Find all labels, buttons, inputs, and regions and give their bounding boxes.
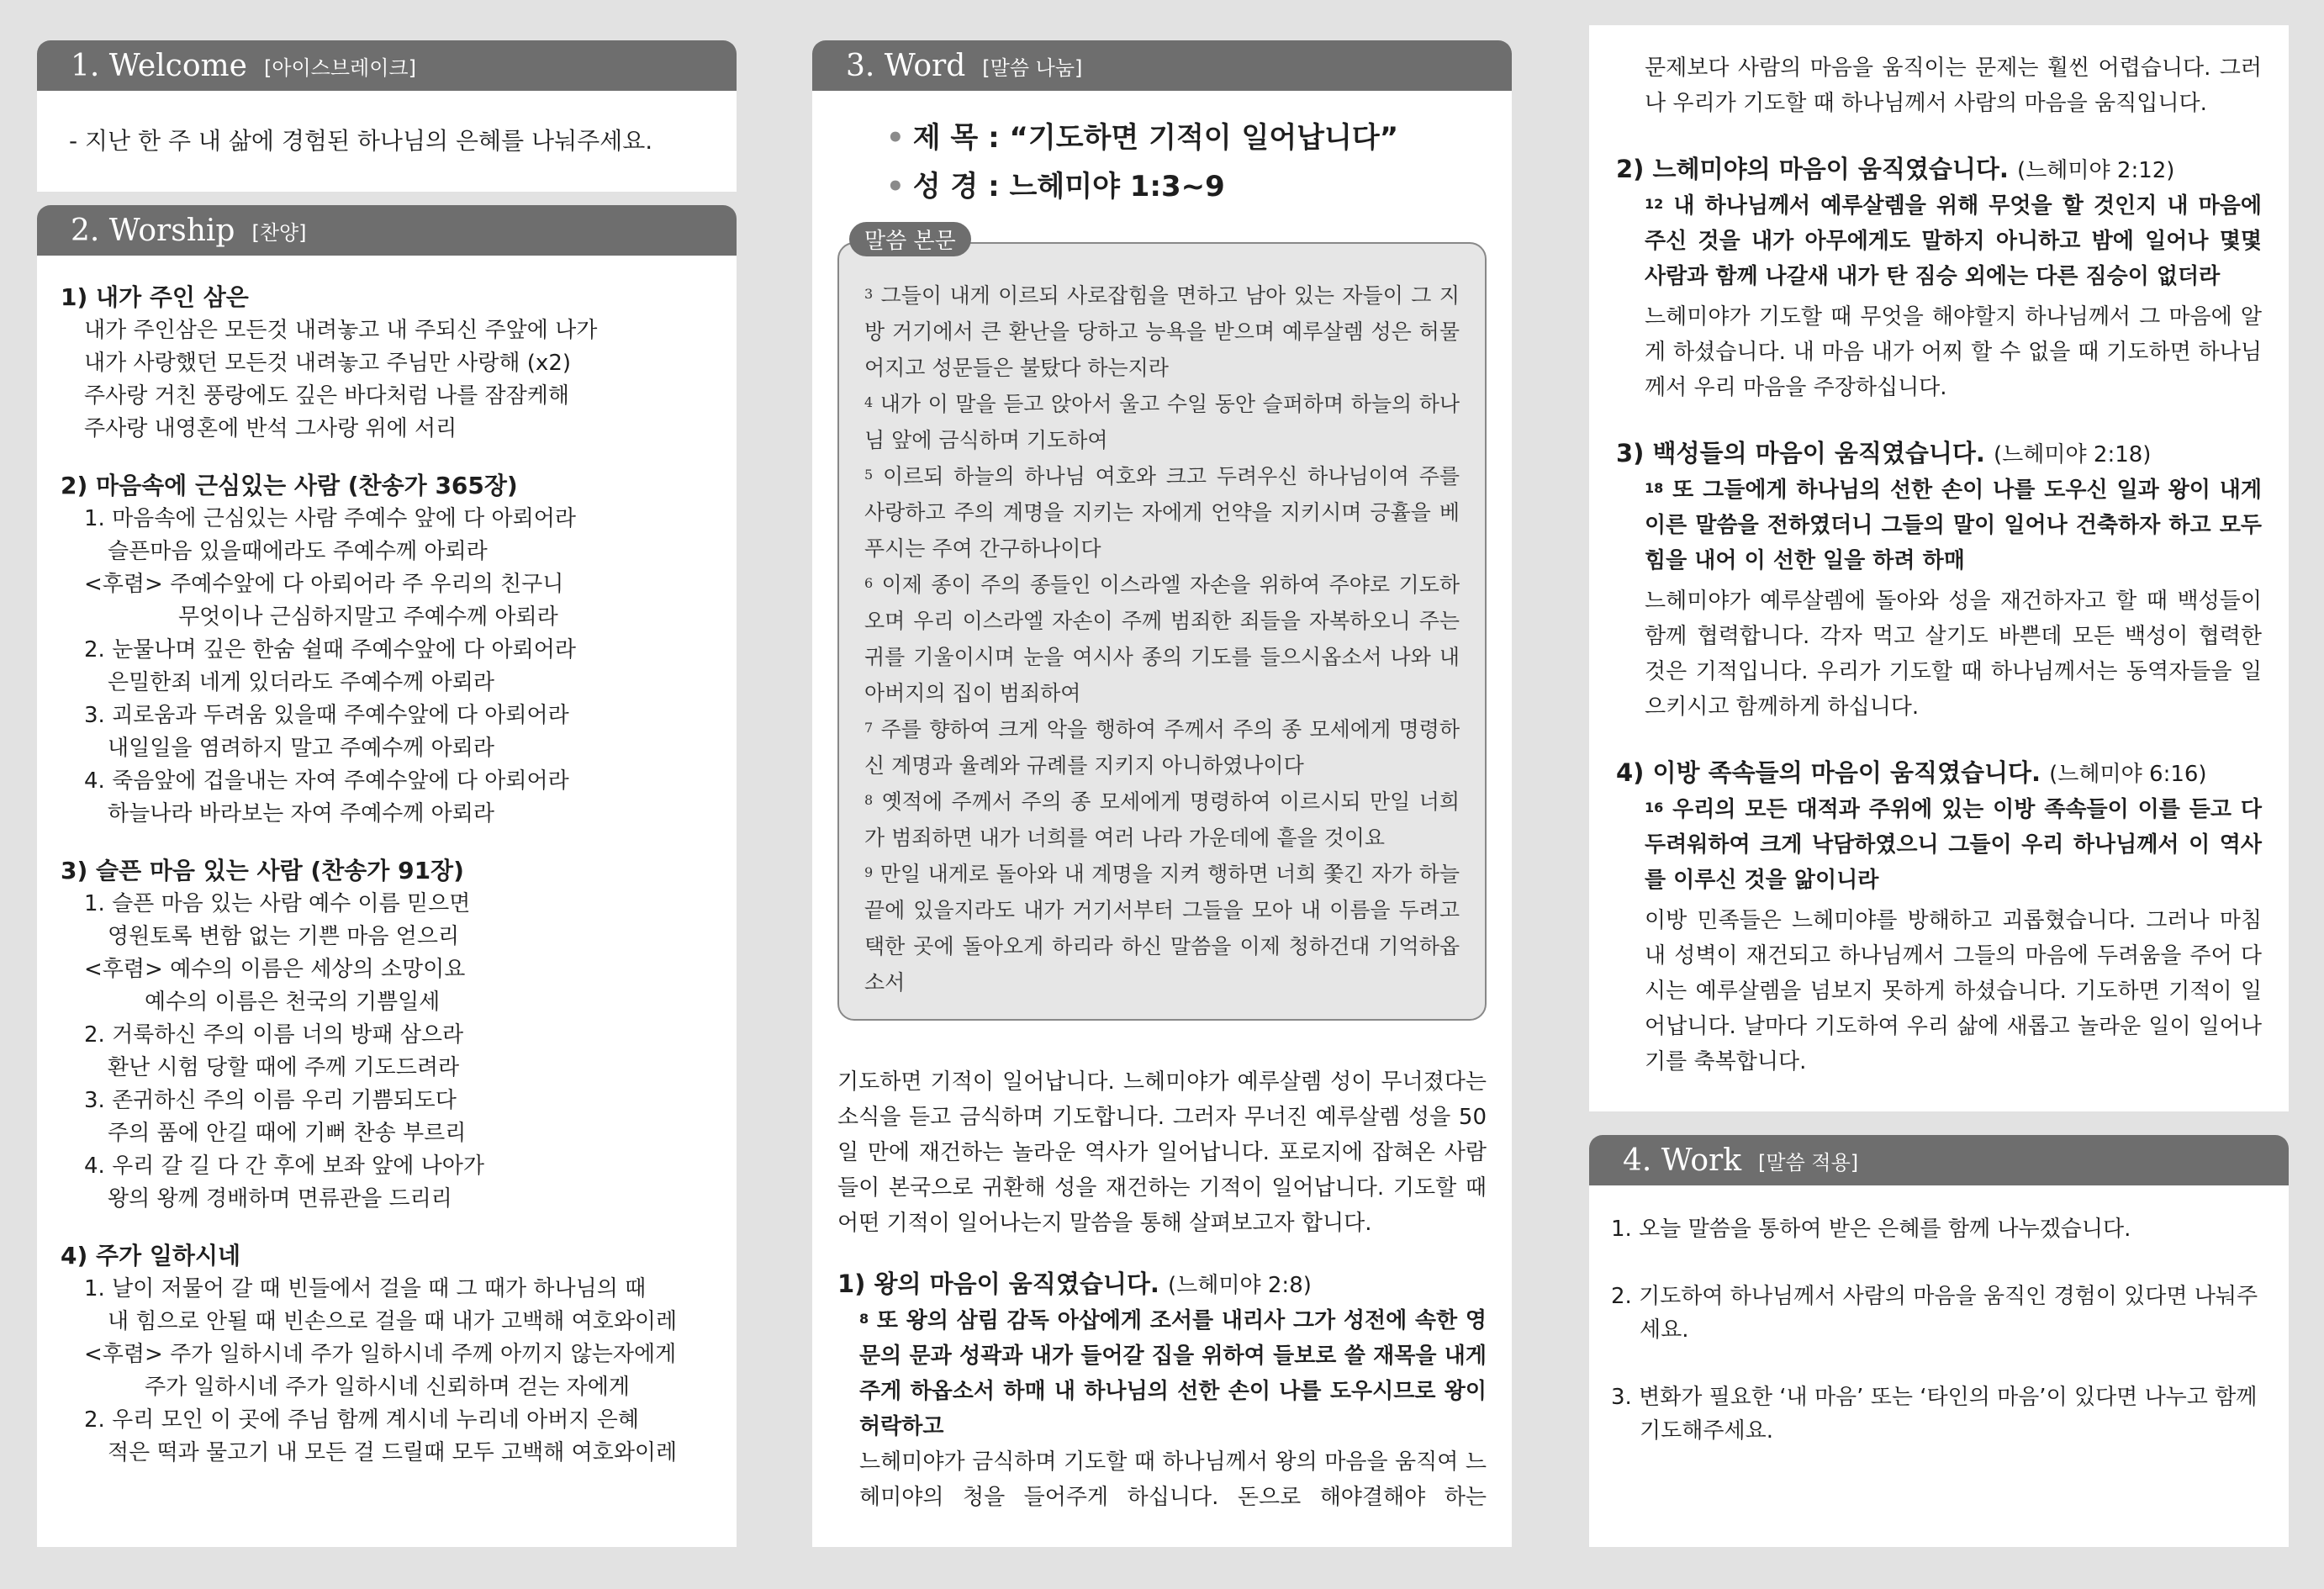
verse-text: 그들이 내게 이르되 사로잡힘을 면하고 남아 있는 자들이 그 지방 거기에서 큰 환난을 당하고 능욕을 받으며 예루살렘 성은 허물어지고 성문들은 불탔다 하는지라 (864, 283, 1460, 380)
song-list (61, 281, 728, 1493)
verse-number: 18 (1645, 480, 1664, 496)
lyric-line: 2. 우리 모인 이 곳에 주님 함께 계시네 누리네 아버지 은혜 (84, 1407, 640, 1433)
verse-number: 7 (864, 720, 874, 736)
lyric-line: 4. 우리 갈 길 다 간 후에 보좌 앞에 나아가 (84, 1153, 484, 1179)
lyric-line: 주사랑 거친 풍랑에도 깊은 바다처럼 나를 잠잠케해 (84, 383, 570, 409)
song-block (61, 1239, 728, 1470)
word-subtitle: [말씀 나눔] (982, 55, 1083, 80)
intro-paragraph: 기도하면 기적이 일어납니다. 느헤미야가 예루살렘 성이 무너졌다는 소식을 듣고 금식하며 기도합니다. 그러자 무너진 예루살렘 성을 50일 만에 재건하는 놀라운 역사가 일어납니다. 포로지에 잡혀온 사람들이 본국으로 귀환해 성을 재건하는 기적이 일어납니다. 기도할 때 어떤 기적이 일어나는지 말씀을 통해 살펴보고자 합니다. (837, 1069, 1487, 1236)
lyric-line: 환난 시험 당할 때에 주께 기도드려라 (108, 1055, 460, 1080)
word-panel (812, 40, 1512, 1547)
verse-text: 만일 내게로 돌아와 내 계명을 지켜 행하면 너희 쫓긴 자가 하늘 끝에 있을지라도 내가 거기서부터 그들을 모아 내 이름을 두려고 택한 곳에 돌아오게 하리라 하신 말씀을 이제 청하건대 기억하옵소서 (864, 862, 1460, 995)
point-text: 이방 민족들은 느헤미야를 방해하고 괴롭혔습니다. 그러나 마침내 성벽이 재건되고 하나님께서 그들의 마음에 두려움을 주어 다시는 예루살렘을 넘보지 못하게 하셨습니다. 기도하면 기적이 일어납니다. 날마다 기도하여 우리 삶에 새롭고 놀라운 일이 일어나기를 축복합니다. (1645, 908, 2262, 1074)
scripture-verse (864, 277, 1460, 386)
sermon-point (1616, 151, 2262, 405)
point-text: 느헤미야가 기도할 때 무엇을 해야할지 하나님께서 그 마음에 알게 하셨습니다. 내 마음 내가 어찌 할 수 없을 때 기도하면 하나님께서 우리 마음을 주장하십니다. (1645, 304, 2262, 400)
verse-number: 6 (864, 575, 874, 591)
lyric-line: 내가 사랑했던 모든것 내려놓고 주님만 사랑해 (x2) (84, 351, 572, 376)
lyric-line: 슬픈마음 있을때에라도 주예수께 아뢰라 (108, 539, 488, 564)
lyric-line: 1. 마음속에 근심있는 사람 주예수 앞에 다 아뢰어라 (84, 506, 576, 531)
lyric-line: 적은 떡과 물고기 내 모든 걸 드릴때 모두 고백해 여호와이레 (108, 1440, 678, 1465)
song-block (61, 854, 728, 1216)
welcome-title: 1. Welcome (71, 48, 247, 83)
song-title: 3) 슬픈 마음 있는 사람 (찬송가 91장) (61, 857, 464, 884)
verse-text: 옛적에 주께서 주의 종 모세에게 명령하여 이르시되 만일 너희가 범죄하면 내가 너희를 여러 나라 가운데에 흩을 것이요 (864, 789, 1460, 850)
scripture-pill-label: 말씀 본문 (849, 222, 971, 256)
continued-paragraph: 문제보다 사람의 마음을 움직이는 문제는 훨씬 어렵습니다. 그러나 우리가 기도할 때 하나님께서 사람의 마음을 움직입니다. (1645, 55, 2262, 116)
work-header (1589, 1135, 2289, 1185)
welcome-subtitle: [아이스브레이크] (263, 55, 416, 80)
verse-text: 이제 종이 주의 종들인 이스라엘 자손을 위하여 주야로 기도하오며 우리 이스라엘 자손이 주께 범죄한 죄들을 자복하오니 주는 귀를 기울이시며 눈을 여시사 종의 기도를 들으시옵소서 나와 내 아버지의 집이 범죄하여 (864, 573, 1460, 705)
scripture-verse (864, 458, 1460, 567)
lyric-line: 영원토록 변함 없는 기쁜 마음 얻으리 (108, 924, 460, 949)
song-block (61, 469, 728, 831)
scripture-verse (864, 784, 1460, 856)
song-title: 2) 마음속에 근심있는 사람 (찬송가 365장) (61, 472, 518, 499)
scripture-label: 성 경 : (912, 170, 1000, 203)
work-list (1611, 1212, 2267, 1481)
work-question: 1. 오늘 말씀을 통하여 받은 은혜를 함께 나누겠습니다. (1611, 1217, 2131, 1242)
verse-number: 5 (864, 467, 874, 483)
word-title: 3. Word (846, 48, 966, 83)
word-continued-panel (1589, 25, 2289, 1111)
point-1-title: 1) 왕의 마음이 움직였습니다. (느헤미야 2:8) (837, 1270, 1312, 1298)
worship-title: 2. Worship (71, 213, 235, 248)
scripture-verse (864, 856, 1460, 1000)
lyric-line: <후렴> 주가 일하시네 주가 일하시네 주께 아끼지 않는자에게 (84, 1342, 677, 1367)
work-question: 2. 기도하여 하나님께서 사람의 마음을 움직인 경험이 있다면 나눠주세요. (1611, 1284, 2258, 1343)
lyric-line: 3. 존귀하신 주의 이름 우리 기쁨되도다 (84, 1088, 457, 1113)
lyric-line: <후렴> 주예수앞에 다 아뢰어라 주 우리의 친구니 (84, 572, 564, 597)
point-text: 느헤미야가 예루살렘에 돌아와 성을 재건하자고 할 때 백성들이 함께 협력합니다. 각자 먹고 살기도 바쁜데 모든 백성이 협력한 것은 기적입니다. 우리가 기도할 때 하나님께서는 동역자들을 일으키시고 함께하게 하십니다. (1645, 589, 2262, 720)
song-title: 1) 내가 주인 삼은 (61, 283, 249, 311)
song-block (61, 281, 728, 446)
point-title: 2) 느헤미야의 마음이 움직였습니다. (느헤미야 2:12) (1616, 155, 2175, 183)
point-list (1616, 151, 2262, 1080)
welcome-panel (37, 40, 737, 192)
point-ref: (느헤미야 2:12) (2017, 158, 2175, 183)
verse-number: 16 (1645, 800, 1664, 816)
bullet-icon: • (886, 121, 905, 155)
scripture-verse (864, 386, 1460, 458)
verse-number: 9 (864, 864, 874, 880)
lyric-line: 1. 슬픈 마음 있는 사람 예수 이름 믿으면 (84, 891, 471, 916)
verse-number: 12 (1645, 196, 1664, 212)
scripture-box (837, 242, 1487, 1021)
scripture-reference: 느헤미야 1:3~9 (1009, 170, 1225, 203)
point-1-text: 느헤미야가 금식하며 기도할 때 하나님께서 왕의 마음을 움직여 느헤미야의 청을 들어주게 하십니다. 돈으로 해야결해야 하는 (859, 1449, 1487, 1510)
point-title: 4) 이방 족속들의 마음이 움직였습니다. (느헤미야 6:16) (1616, 758, 2207, 787)
lyric-line: 주사랑 내영혼에 반석 그사랑 위에 서리 (84, 416, 457, 441)
work-question: 3. 변화가 필요한 ‘내 마음’ 또는 ‘타인의 마음’이 있다면 나누고 함께 기도해주세요. (1611, 1385, 2258, 1444)
scripture-line (886, 163, 1225, 204)
lyric-line: 내가 주인삼은 모든것 내려놓고 내 주되신 주앞에 나가 (84, 318, 598, 343)
lyric-line: 주의 품에 안길 때에 기뻐 찬송 부르리 (108, 1121, 467, 1146)
point-ref: (느헤미야 2:18) (1994, 442, 2152, 467)
point-ref: (느헤미야 6:16) (2049, 762, 2207, 787)
work-panel (1589, 1135, 2289, 1547)
lyric-line: 무엇이나 근심하지말고 주예수께 아뢰라 (178, 604, 558, 630)
scripture-verse (864, 567, 1460, 711)
sermon-body (837, 1064, 1487, 1515)
verse-number: 8 (864, 792, 874, 808)
lyric-line: 예수의 이름은 천국의 기쁨일세 (145, 990, 441, 1015)
verse-number: 3 (864, 286, 874, 302)
verse-text: 주를 향하여 크게 악을 행하여 주께서 주의 종 모세에게 명령하신 계명과 율례와 규례를 지키지 아니하였나이다 (864, 717, 1460, 778)
topic-line (886, 114, 1398, 156)
sermon-point (1616, 436, 2262, 725)
lyric-line: 왕의 왕께 경배하며 면류관을 드리리 (108, 1186, 452, 1212)
song-title: 4) 주가 일하시네 (61, 1242, 241, 1270)
point-1-verse: $^8$ 또 왕의 삼림 감독 아삽에게 조서를 내리사 그가 성전에 속한 영문의 문과 성곽과 내가 들어갈 집을 위하여 들보로 쓸 재목을 내게 주게 하옵소서 하매 내 하나님의 선한 손이 나를 도우시므로 왕이 허락하고 (859, 1308, 1487, 1439)
point-verse: $^{18}$ 또 그들에게 하나님의 선한 손이 나를 도우신 일과 왕이 내게 이른 말씀을 전하였더니 그들의 말이 일어나 건축하자 하고 모두 힘을 내어 이 선한 일을 하려 하매 (1645, 478, 2262, 573)
lyric-line: 1. 날이 저물어 갈 때 빈들에서 걸을 때 그 때가 하나님의 때 (84, 1276, 647, 1301)
lyric-line: 주가 일하시네 주가 일하시네 신뢰하며 걷는 자에게 (145, 1375, 631, 1400)
lyric-line: <후렴> 예수의 이름은 세상의 소망이요 (84, 957, 466, 982)
topic-label: 제 목 : (912, 121, 1000, 155)
bullet-icon: • (886, 170, 905, 203)
worship-subtitle: [찬양] (251, 220, 307, 245)
welcome-header (37, 40, 737, 91)
work-title: 4. Work (1623, 1143, 1742, 1178)
point-title: 3) 백성들의 마음이 움직였습니다. (느헤미야 2:18) (1616, 439, 2152, 467)
lyric-line: 하늘나라 바라보는 자여 주예수께 아뢰라 (108, 801, 495, 826)
lyric-line: 내 힘으로 안될 때 빈손으로 걸을 때 내가 고백해 여호와이레 (108, 1309, 678, 1334)
verse-text: 내가 이 말을 듣고 앉아서 울고 수일 동안 슬퍼하며 하늘의 하나님 앞에 금식하며 기도하여 (864, 392, 1460, 452)
point-1-ref: (느헤미야 2:8) (1168, 1273, 1312, 1298)
point-verse: $^{12}$ 내 하나님께서 예루살렘을 위해 무엇을 할 것인지 내 마음에 주신 것을 내가 아무에게도 말하지 아니하고 밤에 일어나 몇몇 사람과 함께 나갈새 내가 탄 짐승 외에는 다른 짐승이 없더라 (1645, 193, 2262, 289)
sermon-topic: “기도하면 기적이 일어납니다” (1009, 121, 1399, 155)
worship-panel (37, 205, 737, 1547)
lyric-line: 은밀한죄 네게 있더라도 주예수께 아뢰라 (108, 670, 495, 695)
scripture-verse (864, 711, 1460, 784)
verse-list (864, 277, 1460, 1000)
verse-text: 이르되 하늘의 하나님 여호와 크고 두려우신 하나님이여 주를 사랑하고 주의 계명을 지키는 자에게 언약을 지키시며 긍휼을 베푸시는 주여 간구하나이다 (864, 464, 1460, 561)
sermon-point (1616, 755, 2262, 1080)
work-subtitle: [말씀 적용] (1758, 1150, 1859, 1175)
worship-header (37, 205, 737, 256)
lyric-line: 내일일을 염려하지 말고 주예수께 아뢰라 (108, 736, 495, 761)
word-header (812, 40, 1512, 91)
welcome-text: - 지난 한 주 내 삶에 경험된 하나님의 은혜를 나눠주세요. (69, 127, 653, 155)
point-verse: $^{16}$ 우리의 모든 대적과 주위에 있는 이방 족속들이 이를 듣고 다 두려워하여 크게 낙담하였으니 그들이 우리 하나님께서 이 역사를 이루신 것을 앎이니라 (1645, 797, 2262, 893)
lyric-line: 4. 죽음앞에 겁을내는 자여 주예수앞에 다 아뢰어라 (84, 768, 569, 794)
lyric-line: 3. 괴로움과 두려움 있을때 주예수앞에 다 아뢰어라 (84, 703, 569, 728)
verse-number: 4 (864, 394, 874, 410)
lyric-line: 2. 거룩하신 주의 이름 너의 방패 삼으라 (84, 1022, 464, 1048)
lyric-line: 2. 눈물나며 깊은 한숨 쉴때 주예수앞에 다 아뢰어라 (84, 637, 576, 663)
word-continued-body (1616, 50, 2262, 1080)
